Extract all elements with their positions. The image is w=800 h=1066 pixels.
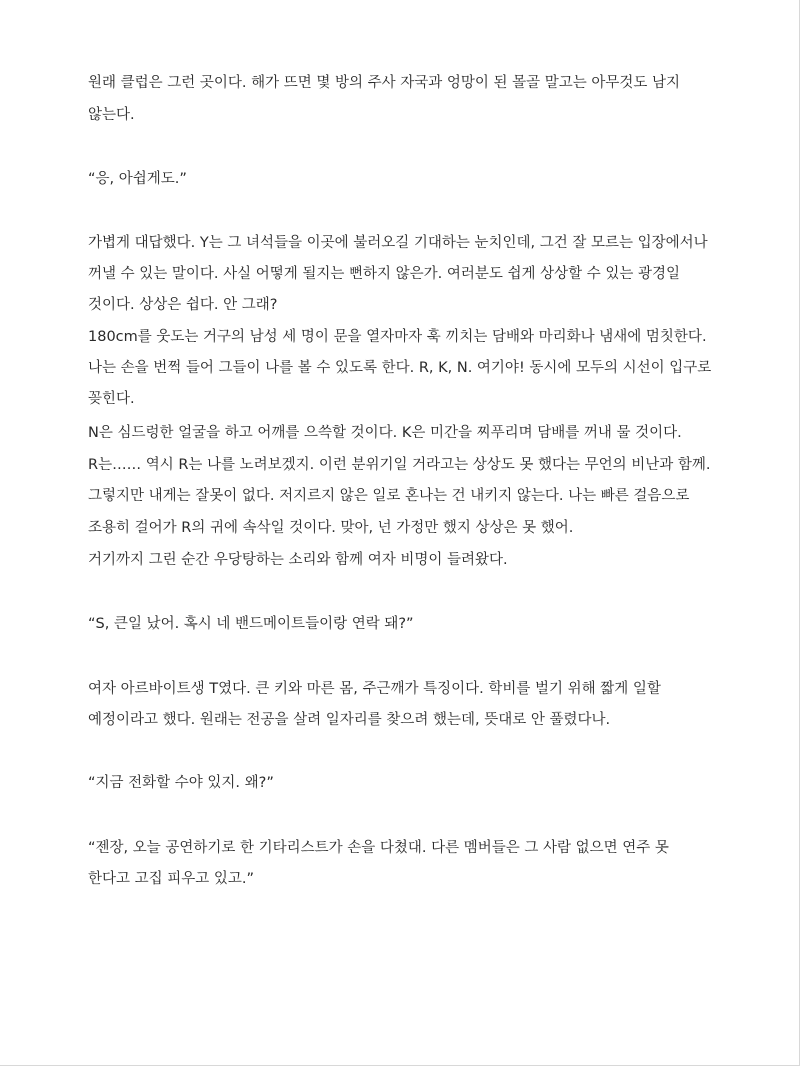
text-line: N은 심드렁한 얼굴을 하고 어깨를 으쓱할 것이다. K은 미간을 찌푸리며 담배를 꺼내 물 것이다. — [88, 425, 682, 441]
dialogue-line: “응, 아쉽게도.” — [88, 171, 187, 187]
text-line: R는…… 역시 R는 나를 노려보겠지. 이런 분위기일 거라고는 상상도 못 했다는 무언의 비난과 함께. — [88, 457, 711, 473]
dialogue-line: 한다고 고집 피우고 있고.” — [88, 871, 255, 887]
text-line: 180cm를 웃도는 거구의 남성 세 명이 문을 열자마자 훅 끼치는 담배와 마리화나 냄새에 멈칫한다. — [88, 329, 707, 345]
dialogue-line: “지금 전화할 수야 있지. 왜?” — [88, 775, 274, 791]
text-line: 않는다. — [88, 107, 135, 123]
text-line: 나는 손을 번쩍 들어 그들이 나를 볼 수 있도록 한다. R, K, N. 여기야! 동시에 모두의 시선이 입구로 — [88, 360, 712, 376]
dialogue-line: “S, 큰일 났어. 혹시 네 밴드메이트들이랑 연락 돼?” — [88, 616, 414, 632]
text-line: 꽂힌다. — [88, 391, 135, 407]
text-line: 것이다. 상상은 쉽다. 안 그래? — [88, 297, 278, 313]
text-line: 그렇지만 내게는 잘못이 없다. 저지르지 않은 일로 혼나는 건 내키지 않는다. 나는 빠른 걸음으로 — [88, 488, 690, 504]
text-line: 예정이라고 했다. 원래는 전공을 살려 일자리를 찾으려 했는데, 뜻대로 안 풀렸다나. — [88, 712, 611, 728]
dialogue-line: “젠장, 오늘 공연하기로 한 기타리스트가 손을 다쳤대. 다른 멤버들은 그 사람 없으면 연주 못 — [88, 840, 669, 856]
text-line: 가볍게 대답했다. Y는 그 녀석들을 이곳에 불러오길 기대하는 눈치인데, 그건 잘 모르는 입장에서나 — [88, 235, 708, 251]
text-line: 거기까지 그린 순간 우당탕하는 소리와 함께 여자 비명이 들려왔다. — [88, 552, 508, 568]
text-line: 원래 클럽은 그런 곳이다. 해가 뜨면 몇 방의 주사 자국과 엉망이 된 몰골 말고는 아무것도 남지 — [88, 75, 681, 91]
text-line: 조용히 걸어가 R의 귀에 속삭일 것이다. 맞아, 넌 가정만 했지 상상은 못 했어. — [88, 520, 574, 536]
text-line: 여자 아르바이트생 T였다. 큰 키와 마른 몸, 주근깨가 특징이다. 학비를 벌기 위해 짧게 일할 — [88, 681, 661, 697]
text-line: 꺼낼 수 있는 말이다. 사실 어떻게 될지는 뻔하지 않은가. 여러분도 쉽게 상상할 수 있는 광경일 — [88, 266, 681, 282]
